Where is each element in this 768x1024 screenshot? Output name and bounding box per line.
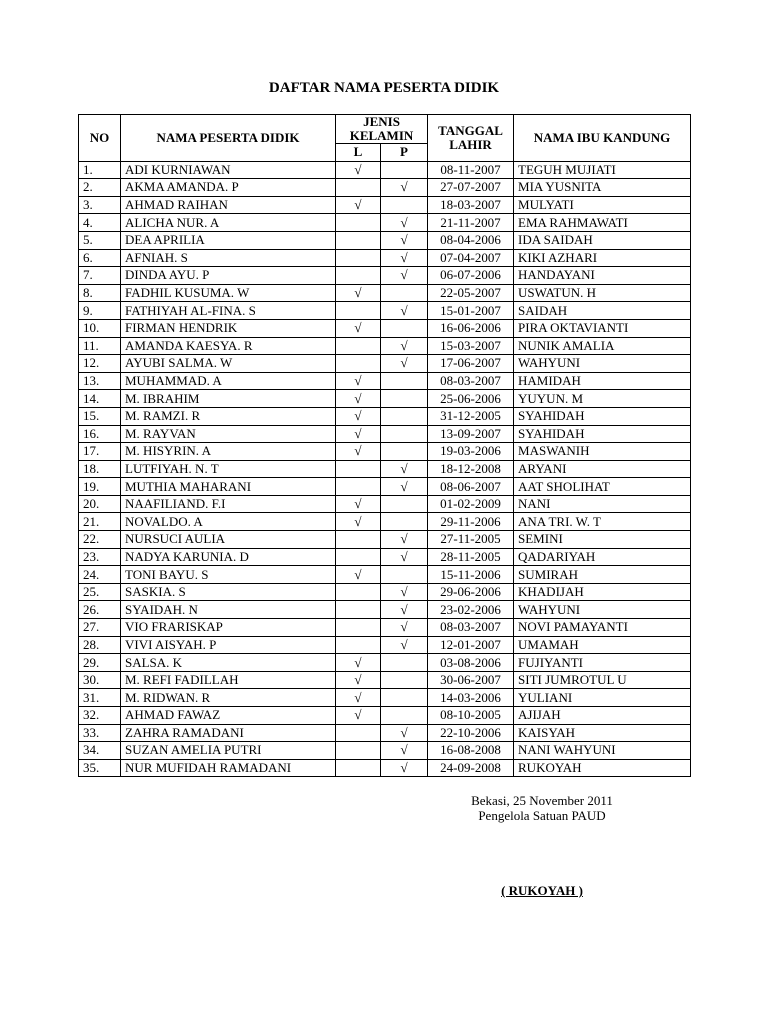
student-name: M. IBRAHIM [121, 390, 336, 408]
birth-date: 08-06-2007 [428, 478, 514, 496]
mother-name: SUMIRAH [514, 566, 691, 584]
birth-date: 07-04-2007 [428, 249, 514, 267]
gender-p-mark [381, 689, 428, 707]
row-number: 13. [79, 372, 121, 390]
mother-name: KIKI AZHARI [514, 249, 691, 267]
student-name: AHMAD RAIHAN [121, 196, 336, 214]
student-name: FATHIYAH AL-FINA. S [121, 302, 336, 320]
row-number: 14. [79, 390, 121, 408]
mother-name: KHADIJAH [514, 583, 691, 601]
birth-date: 08-11-2007 [428, 161, 514, 179]
student-name: NADYA KARUNIA. D [121, 548, 336, 566]
table-row [79, 179, 691, 197]
birth-date: 08-04-2006 [428, 231, 514, 249]
student-name: AHMAD FAWAZ [121, 707, 336, 725]
student-name: SYAIDAH. N [121, 601, 336, 619]
mother-name: HAMIDAH [514, 372, 691, 390]
student-name: NOVALDO. A [121, 513, 336, 531]
birth-date: 17-06-2007 [428, 355, 514, 373]
table-row [79, 478, 691, 496]
student-name: AMANDA KAESYA. R [121, 337, 336, 355]
student-name: LUTFIYAH. N. T [121, 460, 336, 478]
row-number: 3. [79, 196, 121, 214]
header-tanggal-lahir: TANGGAL LAHIR [428, 115, 514, 162]
gender-p-mark [381, 671, 428, 689]
gender-l-mark [336, 231, 381, 249]
student-name: NURSUCI AULIA [121, 531, 336, 549]
gender-l-mark [336, 742, 381, 760]
mother-name: USWATUN. H [514, 284, 691, 302]
table-row [79, 249, 691, 267]
table-row [79, 407, 691, 425]
gender-p-mark: √ [381, 619, 428, 637]
table-row [79, 671, 691, 689]
birth-date: 22-10-2006 [428, 724, 514, 742]
row-number: 20. [79, 495, 121, 513]
mother-name: AJIJAH [514, 707, 691, 725]
gender-p-mark: √ [381, 179, 428, 197]
gender-l-mark [336, 249, 381, 267]
table-row [79, 372, 691, 390]
gender-p-mark [381, 390, 428, 408]
row-number: 8. [79, 284, 121, 302]
student-name: AYUBI SALMA. W [121, 355, 336, 373]
row-number: 33. [79, 724, 121, 742]
gender-l-mark: √ [336, 495, 381, 513]
table-row [79, 724, 691, 742]
row-number: 15. [79, 407, 121, 425]
student-name: NAAFILIAND. F.I [121, 495, 336, 513]
gender-l-mark: √ [336, 196, 381, 214]
signature-name: ( RUKOYAH ) [501, 883, 583, 898]
gender-l-mark [336, 583, 381, 601]
gender-l-mark [336, 759, 381, 777]
table-row [79, 566, 691, 584]
row-number: 24. [79, 566, 121, 584]
gender-p-mark [381, 196, 428, 214]
mother-name: KAISYAH [514, 724, 691, 742]
mother-name: YULIANI [514, 689, 691, 707]
mother-name: IDA SAIDAH [514, 231, 691, 249]
birth-date: 29-06-2006 [428, 583, 514, 601]
birth-date: 13-09-2007 [428, 425, 514, 443]
row-number: 34. [79, 742, 121, 760]
gender-l-mark [336, 724, 381, 742]
student-table [78, 114, 691, 777]
student-name: M. HISYRIN. A [121, 443, 336, 461]
header-ibu-kandung: NAMA IBU KANDUNG [514, 115, 691, 162]
gender-l-mark [336, 355, 381, 373]
gender-p-mark [381, 319, 428, 337]
gender-p-mark [381, 425, 428, 443]
gender-p-mark [381, 407, 428, 425]
gender-l-mark: √ [336, 689, 381, 707]
gender-l-mark [336, 179, 381, 197]
mother-name: WAHYUNI [514, 601, 691, 619]
gender-p-mark: √ [381, 214, 428, 232]
row-number: 31. [79, 689, 121, 707]
gender-l-mark: √ [336, 654, 381, 672]
student-name: M. REFI FADILLAH [121, 671, 336, 689]
gender-p-mark: √ [381, 583, 428, 601]
header-p: P [381, 144, 428, 162]
table-row [79, 531, 691, 549]
gender-l-mark: √ [336, 425, 381, 443]
gender-p-mark: √ [381, 548, 428, 566]
birth-date: 15-03-2007 [428, 337, 514, 355]
row-number: 17. [79, 443, 121, 461]
gender-p-mark: √ [381, 478, 428, 496]
birth-date: 16-08-2008 [428, 742, 514, 760]
row-number: 4. [79, 214, 121, 232]
gender-p-mark [381, 372, 428, 390]
mother-name: SYAHIDAH [514, 425, 691, 443]
table-row [79, 302, 691, 320]
row-number: 23. [79, 548, 121, 566]
birth-date: 21-11-2007 [428, 214, 514, 232]
gender-l-mark [336, 636, 381, 654]
gender-p-mark: √ [381, 601, 428, 619]
row-number: 5. [79, 231, 121, 249]
gender-l-mark: √ [336, 161, 381, 179]
birth-date: 19-03-2006 [428, 443, 514, 461]
table-row [79, 513, 691, 531]
table-row [79, 707, 691, 725]
birth-date: 27-11-2005 [428, 531, 514, 549]
mother-name: WAHYUNI [514, 355, 691, 373]
signature-place-date: Bekasi, 25 November 2011 [471, 793, 613, 808]
gender-l-mark [336, 619, 381, 637]
birth-date: 22-05-2007 [428, 284, 514, 302]
mother-name: PIRA OKTAVIANTI [514, 319, 691, 337]
birth-date: 08-10-2005 [428, 707, 514, 725]
birth-date: 03-08-2006 [428, 654, 514, 672]
gender-p-mark [381, 161, 428, 179]
gender-l-mark: √ [336, 390, 381, 408]
table-row [79, 231, 691, 249]
row-number: 21. [79, 513, 121, 531]
gender-p-mark: √ [381, 302, 428, 320]
mother-name: MIA YUSNITA [514, 179, 691, 197]
birth-date: 24-09-2008 [428, 759, 514, 777]
mother-name: RUKOYAH [514, 759, 691, 777]
mother-name: NOVI PAMAYANTI [514, 619, 691, 637]
student-name: M. RAYVAN [121, 425, 336, 443]
table-row [79, 196, 691, 214]
table-body [79, 161, 691, 777]
row-number: 25. [79, 583, 121, 601]
row-number: 30. [79, 671, 121, 689]
table-row [79, 214, 691, 232]
gender-p-mark [381, 707, 428, 725]
gender-l-mark [336, 460, 381, 478]
table-row [79, 319, 691, 337]
table-row [79, 390, 691, 408]
birth-date: 01-02-2009 [428, 495, 514, 513]
header-l: L [336, 144, 381, 162]
gender-l-mark: √ [336, 372, 381, 390]
birth-date: 16-06-2006 [428, 319, 514, 337]
row-number: 29. [79, 654, 121, 672]
table-row [79, 601, 691, 619]
mother-name: NANI [514, 495, 691, 513]
gender-p-mark: √ [381, 267, 428, 285]
table-row [79, 267, 691, 285]
table-row [79, 619, 691, 637]
row-number: 22. [79, 531, 121, 549]
gender-p-mark: √ [381, 355, 428, 373]
birth-date: 18-12-2008 [428, 460, 514, 478]
mother-name: NUNIK AMALIA [514, 337, 691, 355]
birth-date: 08-03-2007 [428, 619, 514, 637]
gender-l-mark [336, 337, 381, 355]
gender-p-mark [381, 443, 428, 461]
row-number: 11. [79, 337, 121, 355]
student-name: FADHIL KUSUMA. W [121, 284, 336, 302]
mother-name: TEGUH MUJIATI [514, 161, 691, 179]
mother-name: SAIDAH [514, 302, 691, 320]
birth-date: 31-12-2005 [428, 407, 514, 425]
row-number: 26. [79, 601, 121, 619]
gender-l-mark [336, 548, 381, 566]
gender-l-mark [336, 302, 381, 320]
student-name: DINDA AYU. P [121, 267, 336, 285]
birth-date: 29-11-2006 [428, 513, 514, 531]
student-name: SASKIA. S [121, 583, 336, 601]
student-name: VIO FRARISKAP [121, 619, 336, 637]
row-number: 9. [79, 302, 121, 320]
mother-name: SEMINI [514, 531, 691, 549]
gender-p-mark: √ [381, 742, 428, 760]
gender-l-mark [336, 214, 381, 232]
gender-l-mark: √ [336, 319, 381, 337]
header-name: NAMA PESERTA DIDIK [121, 115, 336, 162]
row-number: 19. [79, 478, 121, 496]
row-number: 35. [79, 759, 121, 777]
mother-name: SYAHIDAH [514, 407, 691, 425]
student-name: M. RAMZI. R [121, 407, 336, 425]
gender-p-mark: √ [381, 460, 428, 478]
row-number: 27. [79, 619, 121, 637]
mother-name: ARYANI [514, 460, 691, 478]
gender-p-mark: √ [381, 337, 428, 355]
student-name: AFNIAH. S [121, 249, 336, 267]
birth-date: 27-07-2007 [428, 179, 514, 197]
row-number: 7. [79, 267, 121, 285]
birth-date: 30-06-2007 [428, 671, 514, 689]
table-row [79, 654, 691, 672]
header-jenis-kelamin: JENIS KELAMIN [336, 115, 428, 144]
mother-name: ANA TRI. W. T [514, 513, 691, 531]
gender-p-mark: √ [381, 636, 428, 654]
student-name: ADI KURNIAWAN [121, 161, 336, 179]
gender-l-mark [336, 601, 381, 619]
row-number: 1. [79, 161, 121, 179]
table-row [79, 355, 691, 373]
gender-p-mark [381, 654, 428, 672]
mother-name: HANDAYANI [514, 267, 691, 285]
table-row [79, 443, 691, 461]
student-name: MUTHIA MAHARANI [121, 478, 336, 496]
student-name: DEA APRILIA [121, 231, 336, 249]
student-name: SALSA. K [121, 654, 336, 672]
student-name: FIRMAN HENDRIK [121, 319, 336, 337]
birth-date: 23-02-2006 [428, 601, 514, 619]
mother-name: UMAMAH [514, 636, 691, 654]
header-no: NO [79, 115, 121, 162]
table-row [79, 495, 691, 513]
gender-l-mark: √ [336, 707, 381, 725]
gender-l-mark [336, 267, 381, 285]
gender-p-mark [381, 284, 428, 302]
mother-name: QADARIYAH [514, 548, 691, 566]
student-name: VIVI AISYAH. P [121, 636, 336, 654]
table-row [79, 337, 691, 355]
mother-name: SITI JUMROTUL U [514, 671, 691, 689]
table-row [79, 759, 691, 777]
mother-name: NANI WAHYUNI [514, 742, 691, 760]
row-number: 6. [79, 249, 121, 267]
table-row [79, 161, 691, 179]
gender-l-mark [336, 531, 381, 549]
table-row [79, 425, 691, 443]
gender-p-mark [381, 566, 428, 584]
birth-date: 12-01-2007 [428, 636, 514, 654]
student-name: ALICHA NUR. A [121, 214, 336, 232]
student-name: SUZAN AMELIA PUTRI [121, 742, 336, 760]
birth-date: 06-07-2006 [428, 267, 514, 285]
mother-name: AAT SHOLIHAT [514, 478, 691, 496]
page-title: DAFTAR NAMA PESERTA DIDIK [268, 80, 500, 96]
gender-l-mark: √ [336, 566, 381, 584]
row-number: 10. [79, 319, 121, 337]
gender-l-mark: √ [336, 407, 381, 425]
table-row [79, 548, 691, 566]
mother-name: MULYATI [514, 196, 691, 214]
mother-name: EMA RAHMAWATI [514, 214, 691, 232]
gender-p-mark: √ [381, 249, 428, 267]
student-name: AKMA AMANDA. P [121, 179, 336, 197]
birth-date: 08-03-2007 [428, 372, 514, 390]
signature-role: Pengelola Satuan PAUD [478, 808, 606, 823]
row-number: 12. [79, 355, 121, 373]
row-number: 2. [79, 179, 121, 197]
mother-name: YUYUN. M [514, 390, 691, 408]
row-number: 16. [79, 425, 121, 443]
birth-date: 25-06-2006 [428, 390, 514, 408]
gender-p-mark [381, 495, 428, 513]
gender-p-mark: √ [381, 759, 428, 777]
table-row [79, 742, 691, 760]
gender-p-mark: √ [381, 231, 428, 249]
table-row [79, 583, 691, 601]
mother-name: FUJIYANTI [514, 654, 691, 672]
birth-date: 28-11-2005 [428, 548, 514, 566]
row-number: 32. [79, 707, 121, 725]
row-number: 28. [79, 636, 121, 654]
student-name: MUHAMMAD. A [121, 372, 336, 390]
student-name: NUR MUFIDAH RAMADANI [121, 759, 336, 777]
gender-l-mark [336, 478, 381, 496]
student-name: TONI BAYU. S [121, 566, 336, 584]
birth-date: 18-03-2007 [428, 196, 514, 214]
gender-p-mark: √ [381, 531, 428, 549]
birth-date: 15-11-2006 [428, 566, 514, 584]
gender-l-mark: √ [336, 671, 381, 689]
birth-date: 14-03-2006 [428, 689, 514, 707]
mother-name: MASWANIH [514, 443, 691, 461]
birth-date: 15-01-2007 [428, 302, 514, 320]
gender-p-mark [381, 513, 428, 531]
gender-l-mark: √ [336, 284, 381, 302]
gender-p-mark: √ [381, 724, 428, 742]
row-number: 18. [79, 460, 121, 478]
gender-l-mark: √ [336, 443, 381, 461]
table-row [79, 636, 691, 654]
gender-l-mark: √ [336, 513, 381, 531]
table-row [79, 284, 691, 302]
student-name: ZAHRA RAMADANI [121, 724, 336, 742]
table-row [79, 689, 691, 707]
table-row [79, 460, 691, 478]
student-name: M. RIDWAN. R [121, 689, 336, 707]
